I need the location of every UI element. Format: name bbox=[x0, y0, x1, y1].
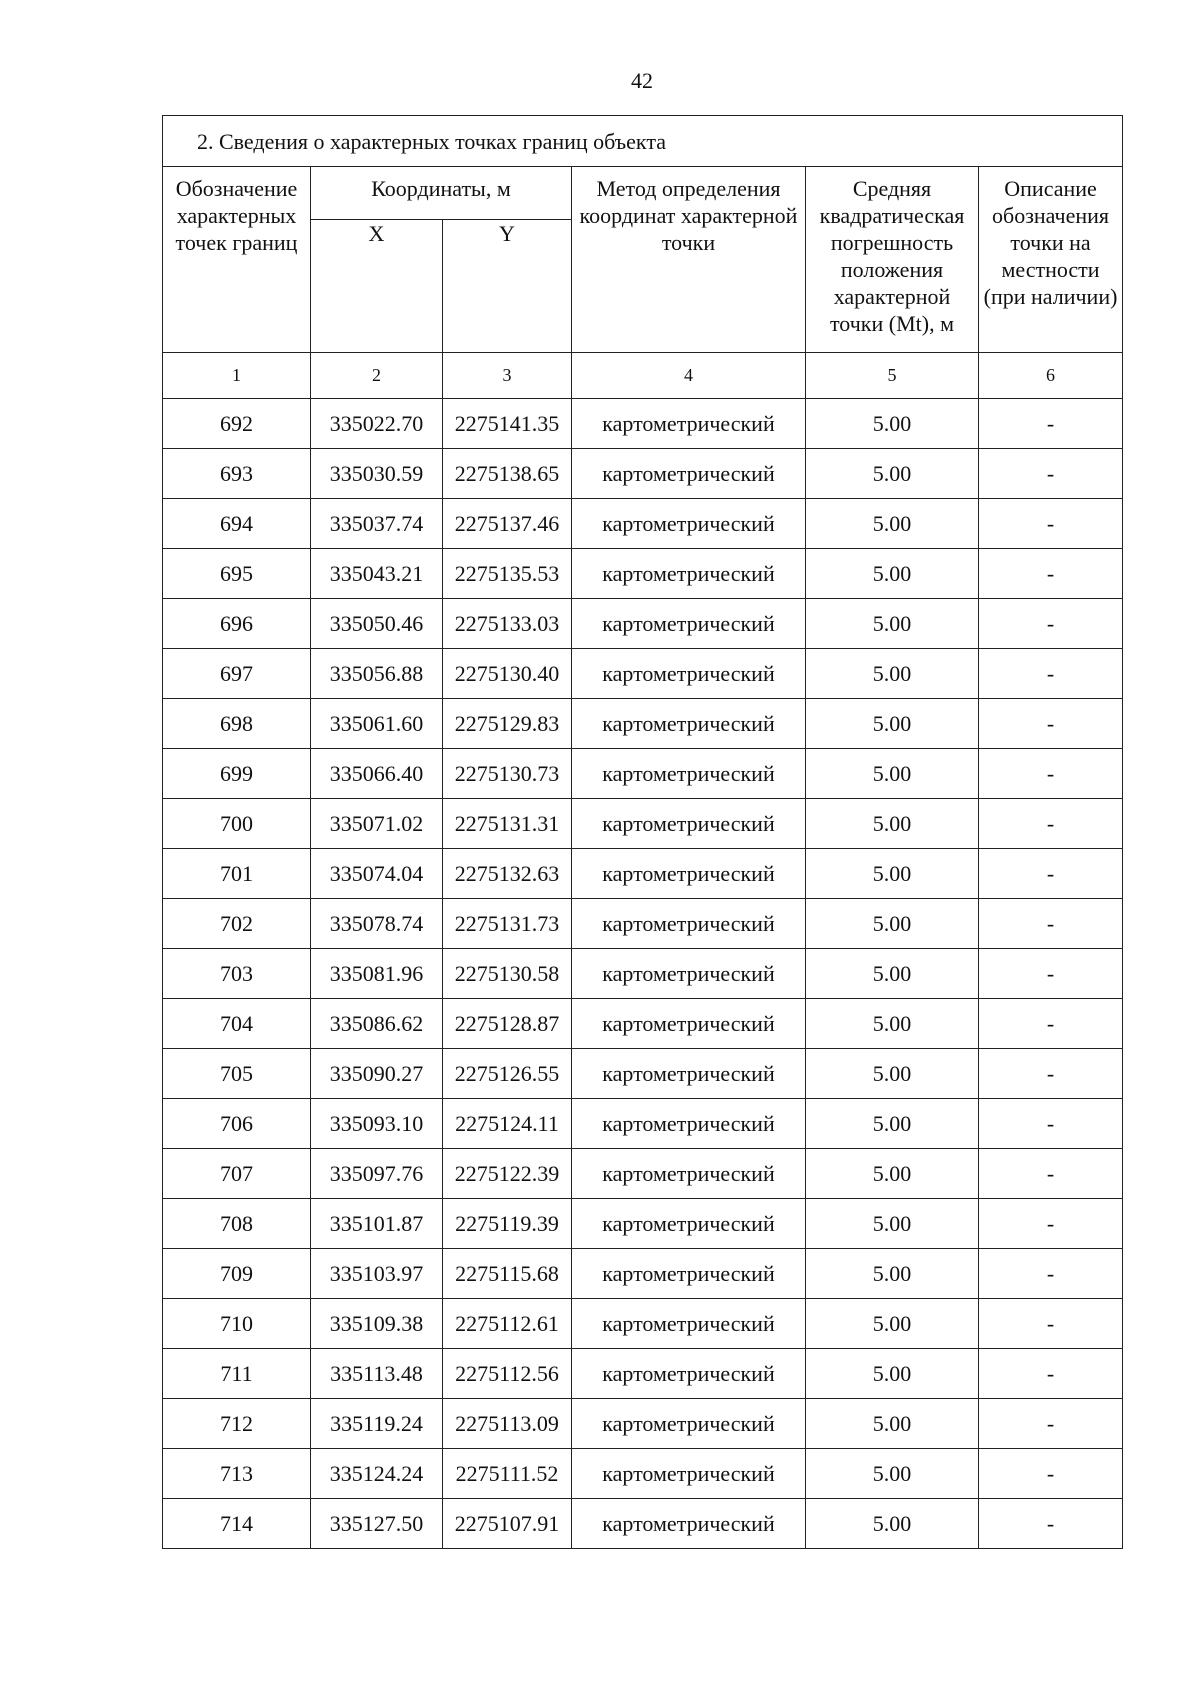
method-cell: картометрический bbox=[572, 999, 806, 1049]
coord-x-cell: 335050.46 bbox=[311, 599, 443, 649]
description-cell: - bbox=[979, 1349, 1123, 1399]
coord-y-cell: 2275131.73 bbox=[443, 899, 572, 949]
point-id-cell: 707 bbox=[163, 1149, 311, 1199]
table-row bbox=[163, 849, 1123, 899]
description-cell: - bbox=[979, 1299, 1123, 1349]
coord-y-cell: 2275112.61 bbox=[443, 1299, 572, 1349]
point-id-cell: 697 bbox=[163, 649, 311, 699]
error-cell: 5.00 bbox=[806, 449, 979, 499]
point-id-cell: 705 bbox=[163, 1049, 311, 1099]
error-cell: 5.00 bbox=[806, 1449, 979, 1499]
header-y: Y bbox=[443, 220, 572, 353]
coord-x-cell: 335061.60 bbox=[311, 699, 443, 749]
coord-x-cell: 335074.04 bbox=[311, 849, 443, 899]
error-cell: 5.00 bbox=[806, 549, 979, 599]
header-coordinates: Координаты, м bbox=[311, 167, 572, 220]
header-error: Средняя квадратическая погрешность положения характерной точки (Mt), м bbox=[806, 167, 979, 353]
method-cell: картометрический bbox=[572, 1449, 806, 1499]
error-cell: 5.00 bbox=[806, 1099, 979, 1149]
method-cell: картометрический bbox=[572, 749, 806, 799]
coord-y-cell: 2275130.58 bbox=[443, 949, 572, 999]
point-id-cell: 695 bbox=[163, 549, 311, 599]
description-cell: - bbox=[979, 1199, 1123, 1249]
coord-x-cell: 335093.10 bbox=[311, 1099, 443, 1149]
error-cell: 5.00 bbox=[806, 949, 979, 999]
coord-x-cell: 335124.24 bbox=[311, 1449, 443, 1499]
description-cell: - bbox=[979, 1099, 1123, 1149]
table-row bbox=[163, 599, 1123, 649]
coord-y-cell: 2275112.56 bbox=[443, 1349, 572, 1399]
error-cell: 5.00 bbox=[806, 1149, 979, 1199]
method-cell: картометрический bbox=[572, 899, 806, 949]
error-cell: 5.00 bbox=[806, 1199, 979, 1249]
error-cell: 5.00 bbox=[806, 1299, 979, 1349]
table-row bbox=[163, 1149, 1123, 1199]
method-cell: картометрический bbox=[572, 1049, 806, 1099]
point-id-cell: 712 bbox=[163, 1399, 311, 1449]
coord-x-cell: 335103.97 bbox=[311, 1249, 443, 1299]
point-id-cell: 692 bbox=[163, 399, 311, 449]
error-cell: 5.00 bbox=[806, 999, 979, 1049]
table-row bbox=[163, 799, 1123, 849]
table-row bbox=[163, 699, 1123, 749]
boundary-points-table bbox=[162, 115, 1123, 1549]
description-cell: - bbox=[979, 1049, 1123, 1099]
point-id-cell: 693 bbox=[163, 449, 311, 499]
method-cell: картометрический bbox=[572, 1099, 806, 1149]
method-cell: картометрический bbox=[572, 599, 806, 649]
point-id-cell: 706 bbox=[163, 1099, 311, 1149]
coord-x-cell: 335078.74 bbox=[311, 899, 443, 949]
section-title: 2. Сведения о характерных точках границ объекта bbox=[163, 116, 1123, 167]
point-id-cell: 699 bbox=[163, 749, 311, 799]
point-id-cell: 696 bbox=[163, 599, 311, 649]
coord-x-cell: 335043.21 bbox=[311, 549, 443, 599]
column-number: 5 bbox=[806, 353, 979, 399]
section-title-row bbox=[163, 116, 1123, 167]
coord-x-cell: 335066.40 bbox=[311, 749, 443, 799]
point-id-cell: 703 bbox=[163, 949, 311, 999]
table-row bbox=[163, 949, 1123, 999]
point-id-cell: 711 bbox=[163, 1349, 311, 1399]
coord-x-cell: 335113.48 bbox=[311, 1349, 443, 1399]
error-cell: 5.00 bbox=[806, 1499, 979, 1549]
description-cell: - bbox=[979, 399, 1123, 449]
description-cell: - bbox=[979, 999, 1123, 1049]
coord-y-cell: 2275132.63 bbox=[443, 849, 572, 899]
description-cell: - bbox=[979, 599, 1123, 649]
error-cell: 5.00 bbox=[806, 1349, 979, 1399]
description-cell: - bbox=[979, 449, 1123, 499]
coord-x-cell: 335081.96 bbox=[311, 949, 443, 999]
table-row bbox=[163, 449, 1123, 499]
table-row bbox=[163, 1049, 1123, 1099]
coord-x-cell: 335109.38 bbox=[311, 1299, 443, 1349]
column-numbers-row bbox=[163, 353, 1123, 399]
table-row bbox=[163, 1299, 1123, 1349]
header-method: Метод определения координат характерной точки bbox=[572, 167, 806, 353]
table-row bbox=[163, 399, 1123, 449]
method-cell: картометрический bbox=[572, 399, 806, 449]
point-id-cell: 709 bbox=[163, 1249, 311, 1299]
method-cell: картометрический bbox=[572, 699, 806, 749]
description-cell: - bbox=[979, 1499, 1123, 1549]
method-cell: картометрический bbox=[572, 949, 806, 999]
error-cell: 5.00 bbox=[806, 699, 979, 749]
table-row bbox=[163, 1199, 1123, 1249]
description-cell: - bbox=[979, 699, 1123, 749]
coord-y-cell: 2275122.39 bbox=[443, 1149, 572, 1199]
point-id-cell: 704 bbox=[163, 999, 311, 1049]
point-id-cell: 694 bbox=[163, 499, 311, 549]
point-id-cell: 702 bbox=[163, 899, 311, 949]
coord-x-cell: 335097.76 bbox=[311, 1149, 443, 1199]
table-row bbox=[163, 749, 1123, 799]
header-x: X bbox=[311, 220, 443, 353]
table-row bbox=[163, 1499, 1123, 1549]
point-id-cell: 700 bbox=[163, 799, 311, 849]
column-number: 4 bbox=[572, 353, 806, 399]
method-cell: картометрический bbox=[572, 1199, 806, 1249]
method-cell: картометрический bbox=[572, 1399, 806, 1449]
table-row bbox=[163, 999, 1123, 1049]
coord-x-cell: 335071.02 bbox=[311, 799, 443, 849]
coord-y-cell: 2275135.53 bbox=[443, 549, 572, 599]
coord-x-cell: 335101.87 bbox=[311, 1199, 443, 1249]
method-cell: картометрический bbox=[572, 549, 806, 599]
page-number: 42 bbox=[631, 68, 653, 93]
coord-y-cell: 2275111.52 bbox=[443, 1449, 572, 1499]
coord-x-cell: 335086.62 bbox=[311, 999, 443, 1049]
method-cell: картометрический bbox=[572, 499, 806, 549]
description-cell: - bbox=[979, 749, 1123, 799]
error-cell: 5.00 bbox=[806, 399, 979, 449]
description-cell: - bbox=[979, 1249, 1123, 1299]
table-row bbox=[163, 899, 1123, 949]
coord-y-cell: 2275138.65 bbox=[443, 449, 572, 499]
table-row bbox=[163, 649, 1123, 699]
coord-y-cell: 2275128.87 bbox=[443, 999, 572, 1049]
method-cell: картометрический bbox=[572, 1249, 806, 1299]
error-cell: 5.00 bbox=[806, 1049, 979, 1099]
coord-y-cell: 2275126.55 bbox=[443, 1049, 572, 1099]
table-row bbox=[163, 1399, 1123, 1449]
column-number: 6 bbox=[979, 353, 1123, 399]
header-point-designation: Обозначение характерных точек границ bbox=[163, 167, 311, 353]
method-cell: картометрический bbox=[572, 1149, 806, 1199]
coord-x-cell: 335127.50 bbox=[311, 1499, 443, 1549]
error-cell: 5.00 bbox=[806, 499, 979, 549]
table-row bbox=[163, 1449, 1123, 1499]
table-row bbox=[163, 1249, 1123, 1299]
coord-y-cell: 2275141.35 bbox=[443, 399, 572, 449]
error-cell: 5.00 bbox=[806, 649, 979, 699]
table-row bbox=[163, 549, 1123, 599]
point-id-cell: 708 bbox=[163, 1199, 311, 1249]
coord-x-cell: 335037.74 bbox=[311, 499, 443, 549]
description-cell: - bbox=[979, 849, 1123, 899]
point-id-cell: 714 bbox=[163, 1499, 311, 1549]
point-id-cell: 713 bbox=[163, 1449, 311, 1499]
column-number: 1 bbox=[163, 353, 311, 399]
table-row bbox=[163, 1349, 1123, 1399]
error-cell: 5.00 bbox=[806, 1249, 979, 1299]
error-cell: 5.00 bbox=[806, 899, 979, 949]
error-cell: 5.00 bbox=[806, 799, 979, 849]
coord-y-cell: 2275137.46 bbox=[443, 499, 572, 549]
method-cell: картометрический bbox=[572, 1349, 806, 1399]
description-cell: - bbox=[979, 1149, 1123, 1199]
error-cell: 5.00 bbox=[806, 1399, 979, 1449]
description-cell: - bbox=[979, 1449, 1123, 1499]
method-cell: картометрический bbox=[572, 649, 806, 699]
method-cell: картометрический bbox=[572, 1499, 806, 1549]
method-cell: картометрический bbox=[572, 1299, 806, 1349]
header-description: Описание обозначения точки на местности (при наличии) bbox=[979, 167, 1123, 353]
description-cell: - bbox=[979, 799, 1123, 849]
table-row bbox=[163, 499, 1123, 549]
coord-y-cell: 2275131.31 bbox=[443, 799, 572, 849]
coord-x-cell: 335030.59 bbox=[311, 449, 443, 499]
method-cell: картометрический bbox=[572, 849, 806, 899]
description-cell: - bbox=[979, 899, 1123, 949]
error-cell: 5.00 bbox=[806, 849, 979, 899]
error-cell: 5.00 bbox=[806, 599, 979, 649]
coord-y-cell: 2275119.39 bbox=[443, 1199, 572, 1249]
coord-x-cell: 335090.27 bbox=[311, 1049, 443, 1099]
description-cell: - bbox=[979, 649, 1123, 699]
coord-x-cell: 335022.70 bbox=[311, 399, 443, 449]
coord-y-cell: 2275115.68 bbox=[443, 1249, 572, 1299]
description-cell: - bbox=[979, 549, 1123, 599]
coord-x-cell: 335056.88 bbox=[311, 649, 443, 699]
point-id-cell: 698 bbox=[163, 699, 311, 749]
coord-y-cell: 2275130.40 bbox=[443, 649, 572, 699]
header-row bbox=[163, 167, 1123, 220]
description-cell: - bbox=[979, 949, 1123, 999]
coord-y-cell: 2275124.11 bbox=[443, 1099, 572, 1149]
table-row bbox=[163, 1099, 1123, 1149]
description-cell: - bbox=[979, 499, 1123, 549]
coord-y-cell: 2275130.73 bbox=[443, 749, 572, 799]
description-cell: - bbox=[979, 1399, 1123, 1449]
method-cell: картометрический bbox=[572, 449, 806, 499]
column-number: 2 bbox=[311, 353, 443, 399]
point-id-cell: 701 bbox=[163, 849, 311, 899]
coord-y-cell: 2275133.03 bbox=[443, 599, 572, 649]
coord-x-cell: 335119.24 bbox=[311, 1399, 443, 1449]
coord-y-cell: 2275113.09 bbox=[443, 1399, 572, 1449]
method-cell: картометрический bbox=[572, 799, 806, 849]
point-id-cell: 710 bbox=[163, 1299, 311, 1349]
column-number: 3 bbox=[443, 353, 572, 399]
error-cell: 5.00 bbox=[806, 749, 979, 799]
coord-y-cell: 2275129.83 bbox=[443, 699, 572, 749]
coord-y-cell: 2275107.91 bbox=[443, 1499, 572, 1549]
